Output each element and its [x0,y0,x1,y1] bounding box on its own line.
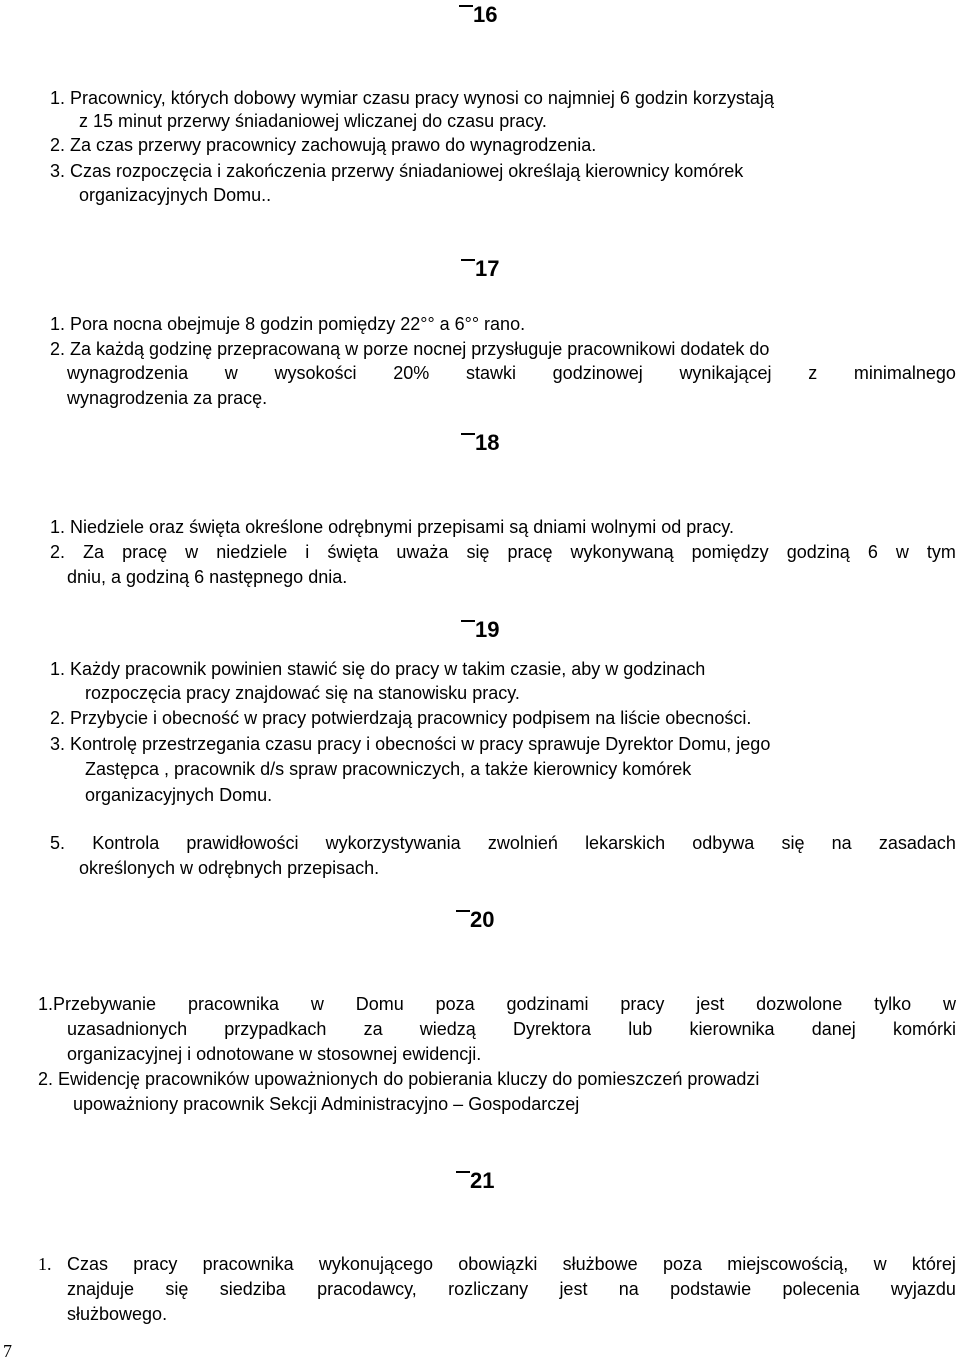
word: wynagrodzenia [67,363,189,383]
s16-line-2: z 15 minut przerwy śniadaniowej wliczanej do czasu pracy. [79,111,547,131]
word: w [310,994,324,1014]
s16-line-3: 2. Za czas przerwy pracownicy zachowują prawo do wynagrodzenia. [50,135,597,155]
s17-line-3 [67,362,956,384]
word: zasadach [878,833,956,853]
word: komórki [892,1019,956,1039]
word: uważa [396,542,449,562]
page-number: 7 [3,1341,12,1361]
word: Za [83,542,105,562]
s20-line-2 [67,1018,956,1040]
s19-line-5: Zastępca , pracownik d/s spraw pracowniczych, a także kierownicy komórek [85,759,692,779]
word: służbowe [562,1254,638,1274]
word: wykorzystywania [325,833,461,853]
s21-line-2 [67,1278,956,1300]
s21-item-number: 1. [38,1254,52,1274]
word: której [911,1254,956,1274]
word: 2. [50,542,66,562]
word: miejscowością, [727,1254,849,1274]
word: pracy [620,994,665,1014]
word: przypadkach [224,1019,327,1039]
word: Domu [355,994,404,1014]
word: na [618,1279,639,1299]
s19-line-7 [50,832,956,854]
section-mark-icon [459,5,473,21]
word: poza [435,994,475,1014]
section-heading-21: 21 [456,1168,494,1194]
word: 6 [867,542,878,562]
word: podstawie [670,1279,752,1299]
word: polecenia [782,1279,860,1299]
s19-line-3: 2. Przybycie i obecność w pracy potwierdzają pracownicy podpisem na liście obecności. [50,708,752,728]
word: zwolnień [487,833,558,853]
word: w [873,1254,887,1274]
word: pracy [133,1254,178,1274]
section-heading-20: 20 [456,907,494,933]
s16-line-4: 3. Czas rozpoczęcia i zakończenia przerwy śniadaniowej określają kierownicy komórek [50,161,744,181]
word: w [224,363,238,383]
word: święta [327,542,379,562]
word: obowiązki [458,1254,538,1274]
s19-line-6: organizacyjnych Domu. [85,785,273,805]
word: kierownika [689,1019,775,1039]
section-mark-icon [461,259,475,275]
s17-line-2: 2. Za każdą godzinę przepracowaną w porze nocnej przysługuje pracownikowi dodatek do [50,339,770,359]
s20-line-5: upoważniony pracownik Sekcji Administracyjno – Gospodarczej [73,1094,580,1114]
word: w [895,542,909,562]
s20-line-3: organizacyjnej i odnotowane w stosownej ewidencji. [67,1044,482,1064]
s20-line-4: 2. Ewidencję pracowników upoważnionych do pobierania kluczy do pomieszczeń prowadzi [38,1069,760,1089]
word: uzasadnionych [67,1019,188,1039]
word: tylko [874,994,912,1014]
word: wiedzą [419,1019,476,1039]
word: jest [559,1279,588,1299]
word: rozliczany [448,1279,529,1299]
word: 5. [50,833,66,853]
word: dozwolone [756,994,843,1014]
word: Kontrola [92,833,160,853]
word: w [942,994,956,1014]
word: i [305,542,310,562]
section-mark-icon [456,1171,470,1187]
section-heading-17: 17 [461,256,499,282]
word: wykonywaną [570,542,674,562]
s18-line-2 [50,541,956,563]
word: za [363,1019,383,1039]
word: siedziba [219,1279,286,1299]
section-heading-18: 18 [461,430,499,456]
word: tym [926,542,956,562]
word: godzinowej [552,363,643,383]
word: odbywa [692,833,755,853]
section-mark-icon [461,433,475,449]
word: 1.Przebywanie [38,994,157,1014]
word: Czas [67,1254,109,1274]
word: pracę [507,542,553,562]
section-mark-icon [461,620,475,636]
word: pomiędzy [691,542,769,562]
word: wynikającej [679,363,772,383]
word: jest [696,994,725,1014]
s19-line-2: rozpoczęcia pracy znajdować się na stanowisku pracy. [85,683,520,703]
word: poza [662,1254,702,1274]
word: godzinami [506,994,589,1014]
s21-line-3: służbowego. [67,1304,168,1324]
word: pracownika [187,994,279,1014]
s19-line-4: 3. Kontrolę przestrzegania czasu pracy i obecności w pracy sprawuje Dyrektor Domu, jego [50,734,771,754]
word: 20% [393,363,430,383]
word: z [808,363,818,383]
word: się [165,1279,189,1299]
word: pracę [122,542,168,562]
word: niedziele [216,542,288,562]
word: się [466,542,490,562]
word: w [185,542,199,562]
word: wyjazdu [890,1279,956,1299]
section-heading-16: 16 [459,2,497,28]
s18-line-1: 1. Niedziele oraz święta określone odrębnymi przepisami są dniami wolnymi od pracy. [50,517,734,537]
s16-line-5: organizacyjnych Domu.. [79,185,272,205]
s21-line-1 [67,1253,956,1275]
word: Dyrektora [513,1019,592,1039]
s17-line-4: wynagrodzenia za pracę. [67,388,268,408]
section-heading-19: 19 [461,617,499,643]
s19-line-1: 1. Każdy pracownik powinien stawić się do pracy w takim czasie, aby w godzinach [50,659,706,679]
word: się [781,833,805,853]
word: stawki [465,363,516,383]
word: pracownika [202,1254,294,1274]
s19-line-8: określonych w odrębnych przepisach. [79,858,380,878]
word: minimalnego [853,363,956,383]
word: prawidłowości [186,833,299,853]
section-mark-icon [456,910,470,926]
word: znajduje [67,1279,135,1299]
word: pracodawcy, [317,1279,417,1299]
word: na [831,833,852,853]
word: wykonującego [318,1254,433,1274]
s18-line-3: dniu, a godziną 6 następnego dnia. [67,567,348,587]
word: lekarskich [585,833,666,853]
word: godziną [786,542,850,562]
word: danej [811,1019,856,1039]
s16-line-1: 1. Pracownicy, których dobowy wymiar czasu pracy wynosi co najmniej 6 godzin korzystają [50,88,774,108]
s20-line-1 [38,993,956,1015]
word: lub [628,1019,653,1039]
word: wysokości [274,363,357,383]
s17-line-1: 1. Pora nocna obejmuje 8 godzin pomiędzy 22°° a 6°° rano. [50,314,526,334]
